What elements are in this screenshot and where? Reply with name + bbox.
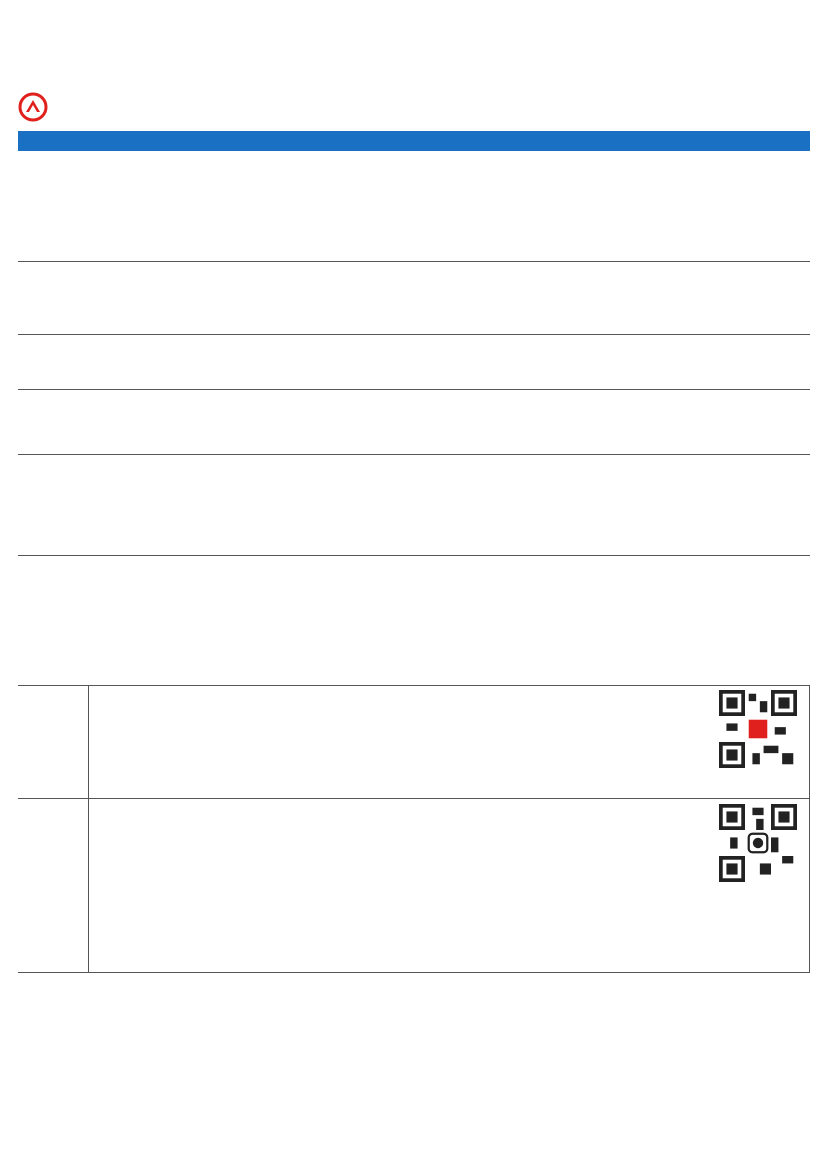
company-logo [18, 92, 52, 122]
table-row [88, 243, 810, 261]
divider [18, 972, 810, 973]
table-row [88, 352, 810, 370]
table-row [88, 518, 810, 536]
table-row [88, 316, 810, 334]
table-row [88, 417, 810, 435]
table-row [88, 188, 810, 206]
divider [18, 798, 810, 799]
table-row [88, 224, 810, 242]
table-row [88, 169, 810, 187]
qr-code-icon [719, 690, 797, 768]
table-row [88, 206, 810, 224]
table-row [88, 435, 810, 453]
qr-code-icon-2 [719, 804, 797, 882]
table-row [88, 371, 810, 389]
category-label [18, 334, 88, 389]
divider [18, 685, 810, 686]
category-label [18, 261, 88, 334]
table-row [88, 454, 810, 482]
table-row [88, 500, 810, 518]
column-header [18, 131, 810, 151]
table-row [88, 536, 810, 554]
table-row [88, 279, 810, 297]
table-row [88, 151, 810, 169]
category-label [18, 454, 88, 555]
table-row [88, 555, 810, 583]
table-row [88, 334, 810, 352]
table-row [88, 297, 810, 315]
divider [809, 685, 810, 972]
category-label [18, 151, 88, 261]
report-header [18, 80, 810, 128]
category-industry-news [18, 686, 88, 798]
table-row [88, 261, 810, 279]
table-row [88, 389, 810, 417]
divider [88, 685, 89, 972]
table-row [88, 482, 810, 500]
logo-icon [18, 92, 48, 122]
category-meal-view [18, 798, 88, 972]
category-label [18, 389, 88, 454]
